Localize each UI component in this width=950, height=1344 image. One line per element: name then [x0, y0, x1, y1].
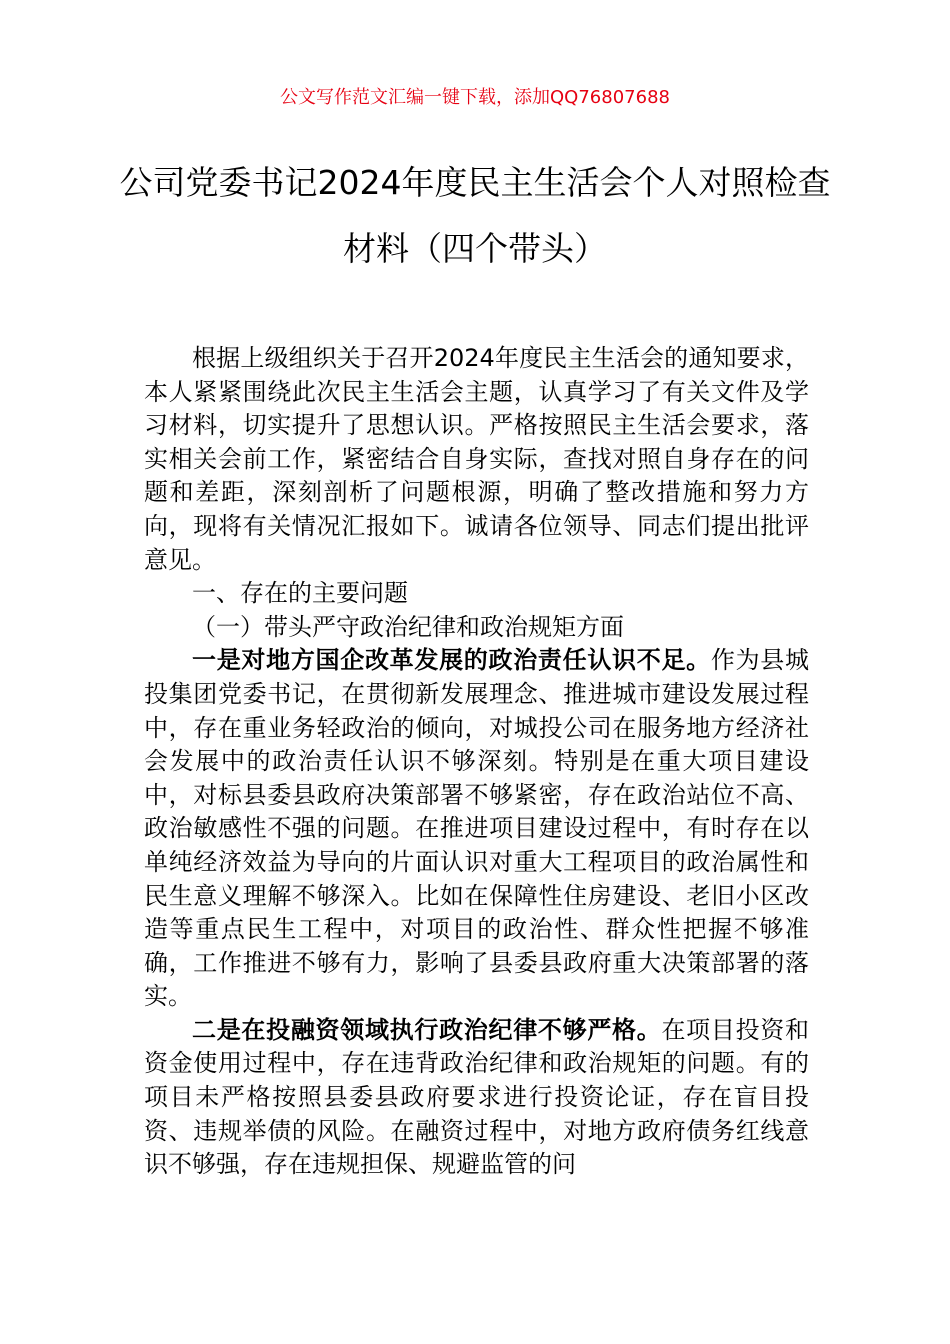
- point-lead-1: 一是对地方国企改革发展的政治责任认识不足。: [192, 646, 711, 675]
- section-heading: 一、存在的主要问题: [192, 579, 408, 608]
- point-paragraph-2: [144, 1014, 809, 1182]
- point-text-1: 作为县城投集团党委书记，在贯彻新发展理念、推进城市建设发展过程中，存在重业务轻政治的倾向，对城投公司在服务地方经济社会发展中的政治责任认识不够深刻。特别是在重大项目建设中，对标县委县政府决策部署不够紧密，存在政治站位不高、政治敏感性不强的问题。在推进项目建设过程中，有时存在以单纯经济效益为导向的片面认识对重大工程项目的政治属性和民生意义理解不够深入。比如在保障性住房建设、老旧小区改造等重点民生工程中，对项目的政治性、群众性把握不够准确，工作推进不够有力，影响了县委县政府重大决策部署的落实。: [144, 646, 809, 1011]
- document-body: [144, 342, 809, 1182]
- subsection-heading: （一）带头严守政治纪律和政治规矩方面: [192, 612, 624, 641]
- point-paragraph-1: [144, 644, 809, 1014]
- document-title: 公司党委书记2024年度民主生活会个人对照检查材料（四个带头）: [119, 163, 831, 268]
- point-lead-2: 二是在投融资领域执行政治纪律不够严格。: [192, 1015, 662, 1044]
- watermark-text: 公文写作范文汇编一键下载，添加QQ76807688: [280, 87, 670, 108]
- point-text-2: 在项目投资和资金使用过程中，存在违背政治纪律和政治规矩的问题。有的项目未严格按照县委县政府要求进行投资论证，存在盲目投资、违规举债的风险。在融资过程中，对地方政府债务红线意识不够强，存在违规担保、规避监管的问: [144, 1015, 810, 1179]
- intro-paragraph: 根据上级组织关于召开2024年度民主生活会的通知要求，本人紧紧围绕此次民主生活会主题，认真学习了有关文件及学习材料，切实提升了思想认识。严格按照民主生活会要求，落实相关会前工作，紧密结合自身实际，查找对照自身存在的问题和差距，深刻剖析了问题根源，明确了整改措施和努力方向，现将有关情况汇报如下。诚请各位领导、同志们提出批评意见。: [144, 344, 809, 574]
